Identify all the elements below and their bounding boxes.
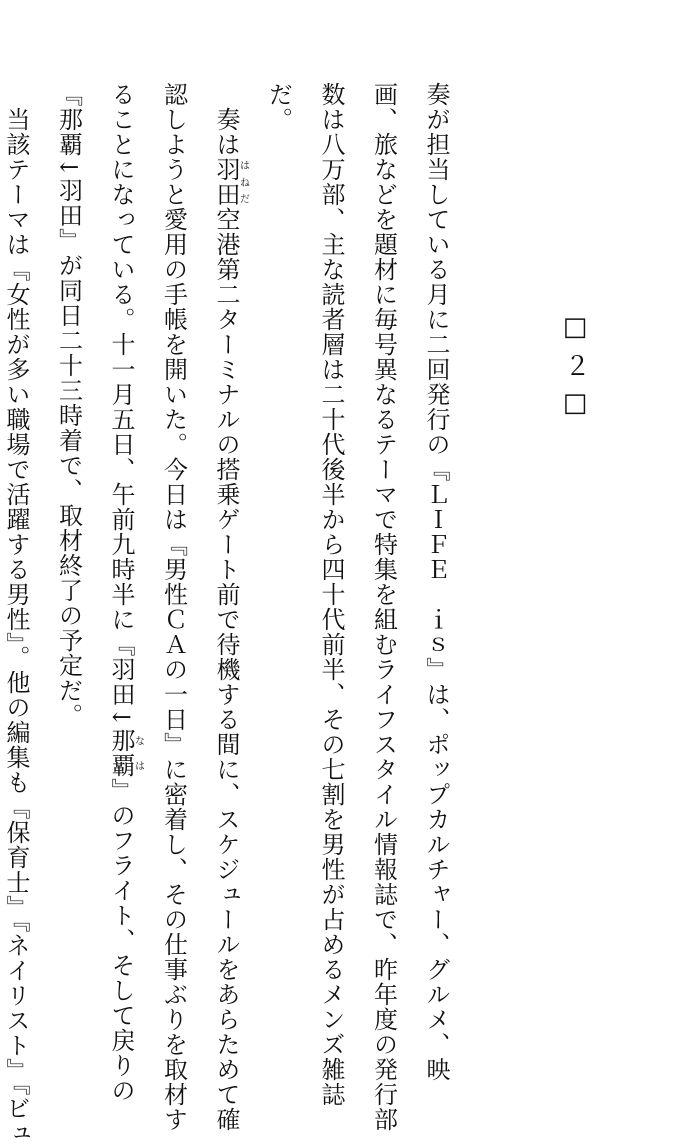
- text-line: 認しようと愛用の手帳を開いた。今日は『男性ＣＡの一日』に密着し、その仕事ぶりを取材す: [159, 82, 188, 1132]
- text-fragment: 空港第二ターミナルの搭乗ゲート前で待機する間に、スケジュールをあらためて確: [212, 207, 240, 1132]
- chapter-number: □２□: [560, 312, 590, 428]
- ruby-hanada: [212, 157, 249, 207]
- text-fragment: ることになっている。十一月五日、午前九時半に『羽田↓: [107, 82, 135, 729]
- furigana: なは: [132, 728, 144, 779]
- text-fragment: 』のフライト、そして戻りの: [107, 778, 135, 1104]
- ruby-base: 那覇: [107, 728, 135, 779]
- text-line: だ。: [264, 82, 293, 132]
- text-line: 奏が担当している月に二回発行の『ＬＩＦＥ ｉｓ』は、ポップカルチャー、グルメ、映: [422, 82, 450, 1082]
- body-text: [0, 82, 462, 1146]
- text-line: 『那覇↓羽田』が同日二十三時着で、取材終了の予定だ。: [54, 82, 83, 729]
- text-line: [200, 82, 253, 1132]
- ruby-base: 羽田: [212, 157, 240, 207]
- text-line: 画、旅などを題材に毎号異なるテーマで特集を組むライフスタイル情報誌で、昨年度の発行部: [369, 82, 398, 1132]
- text-line: 数は八万部、主な読者層は二十代後半から四十代前半、その七割を男性が占めるメンズ雑誌: [317, 82, 345, 1107]
- furigana: はねだ: [237, 157, 249, 207]
- ruby-naha: [107, 728, 144, 779]
- text-fragment: 奏は: [212, 82, 240, 157]
- text-line: [95, 82, 148, 1104]
- text-line: 当該テーマは『女性が多い職場で活躍する男性』。他の編集も『保育士』『ネイリスト』『ビュ: [2, 82, 30, 1146]
